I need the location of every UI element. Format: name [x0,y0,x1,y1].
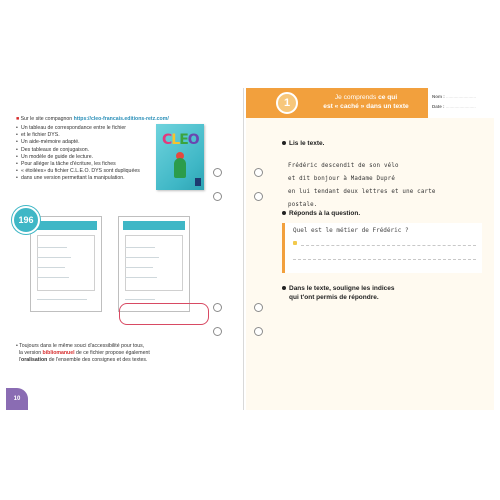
book-spread [0,88,500,412]
section-underline: Dans le texte, souligne les indices qui t'ont permis de répondre. [282,284,394,302]
binder-hole [213,168,222,177]
section-answer: Réponds à la question. [282,210,360,217]
binder-hole [254,192,263,201]
question-box [282,223,482,273]
list-item: • Pour alléger la tâche d'écriture, les fiches [16,161,156,168]
answer-line[interactable] [301,245,476,246]
thumbnail-table [37,235,95,291]
date-label: Date : [432,104,445,109]
list-item: • Un aide-mémoire adapté. [16,139,156,146]
binder-hole [254,327,263,336]
feature-list [16,125,156,183]
worksheet-header [246,88,494,118]
book-logo: CLEO [162,132,199,148]
worksheet-title: Je comprends ce qui est « caché » dans un texte [323,94,409,110]
binder-hole [213,192,222,201]
thumbnail-header [35,221,97,230]
worksheet-thumbnail-1 [30,216,102,312]
exercise-number: 1 [276,92,298,114]
reading-text: Frédéric descendit de son vélo et dit bonjour à Madame Dupré en lui tendant deux lettres et une carte postale. [288,163,436,208]
binder-hole [254,168,263,177]
answer-line[interactable] [293,259,476,260]
bullet-marker: • [16,343,20,349]
list-item: • et le fichier DYS. [16,132,156,139]
book-cover-image [156,124,204,190]
highlight-box [119,303,209,325]
right-page [246,88,494,410]
list-item: • dans une version permettant la manipulation. [16,175,156,182]
left-page [6,88,244,410]
bullet-marker: ■ [16,116,21,122]
list-item: • Un tableau de correspondance entre le fichier [16,125,156,132]
binder-hole [213,303,222,312]
site-url[interactable]: https://cleo-francais.editions-retz.com/ [73,116,169,122]
name-date-box: Nom : ........................ Date : ........................ [428,88,494,118]
list-item: • Un modèle de guide de lecture. [16,154,156,161]
binder-hole [213,327,222,336]
question-text: Quel est le métier de Frédéric ? [293,227,409,234]
binder-hole [254,303,263,312]
dys-tag [195,178,201,186]
list-item: • Des tableaux de conjugaison. [16,147,156,154]
thumbnail-header [123,221,185,230]
character-body [174,158,186,178]
site-intro: Sur le site compagnon [20,116,73,122]
page-number: 10 [6,388,28,410]
nom-label: Nom : [432,94,445,99]
page-196-badge: 196 [12,206,40,234]
pencil-icon [293,241,297,245]
thumbnail-table [125,235,183,291]
worksheet-thumbnail-2 [118,216,190,312]
site-line [16,116,216,122]
accessibility-note: • Toujours dans le même souci d'accessibilité pour tous, la version bibliomanuel de ce fichier propose également l'oralisation de l'ensemble des consignes et des textes. [16,343,150,364]
section-read: Lis le texte. [282,140,324,147]
list-item: • « étoilées» du fichier C.L.E.O. DYS sont dupliquées [16,168,156,175]
worksheet-body [246,118,494,410]
